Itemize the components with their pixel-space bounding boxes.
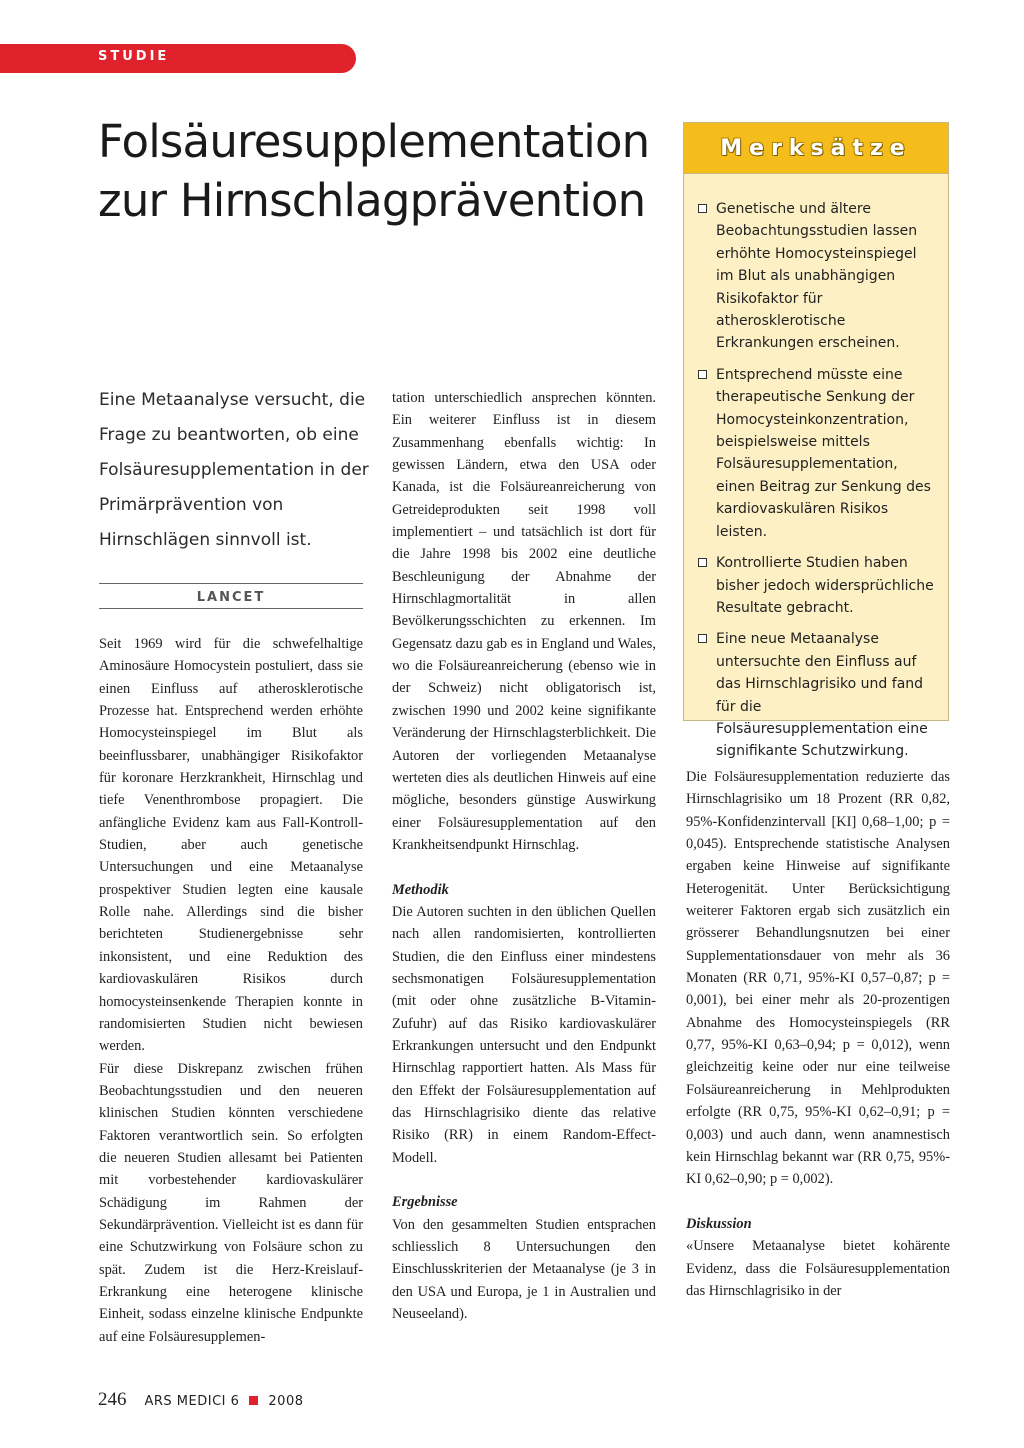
checkbox-icon: [698, 634, 707, 643]
merksatz-text: Eine neue Metaanalyse untersuchte den Einfluss auf das Hirnschlagrisiko und fand für die Folsäuresupplementation eine signifikante Schutzwirkung.: [716, 631, 928, 760]
merksatz-text: Entsprechend müsste eine therapeutische Senkung der Homocysteinkonzentration, beispielsweise mittels Folsäuresupplementation, einen Beitrag zur Senkung des kardiovaskulären Risikos leisten.: [716, 366, 931, 540]
section-label: STUDIE: [98, 49, 170, 64]
source-label: LANCET: [196, 590, 266, 605]
ergebnisse-heading: Ergebnisse: [392, 1194, 458, 1211]
page-footer: [98, 1389, 304, 1411]
methodik-paragraph: Die Autoren suchten in den üblichen Quellen nach allen randomisierten, kontrollierten Studien, die den Einfluss einer mindestens sechsmonatigen Folsäuresupplementation (mit oder ohne zusätzliche B-Vitamin-Zufuhr) auf das Risiko kardiovaskulärer Erkrankungen untersucht und den Endpunkt Hirnschlag rapportiert hatten. Als Mass für den Effekt der Folsäuresupplementation auf das Hirnschlagrisiko diente das relative Risiko (RR) in einem Random-Effect-Modell.: [392, 903, 656, 1166]
merksatz-item: [698, 198, 936, 355]
section-tab: [0, 44, 356, 73]
checkbox-icon: [698, 370, 707, 379]
issue-year: 2008: [268, 1394, 304, 1409]
diskussion-paragraph: «Unsere Metaanalyse bietet kohärente Evidenz, dass die Folsäuresupplementation das Hirnschlagrisiko in der: [686, 1238, 950, 1299]
title-line-1: Folsäuresupplementation: [98, 115, 650, 168]
merksaetze-list: [684, 174, 948, 763]
merksatz-item: [698, 552, 936, 619]
source-rule-bottom: [99, 608, 363, 609]
merksatz-item: [698, 628, 936, 762]
merksaetze-box: [683, 122, 949, 760]
col2-intro-paragraph: tation unterschiedlich ansprechen könnten. Ein weiterer Einfluss ist in diesem Zusammenhang ebenfalls wichtig: In gewissen Ländern, etwa den USA oder Kanada, ist die Folsäureanreicherung von Getreideprodukten seit 1998 voll implementiert – und tatsächlich ist dort für die Jahre 1998 bis 2002 eine deutliche Beschleunigung der Abnahme der Hirnschlagmortalität in allen Bevölkerungsschichten zu erkennen. Im Gegensatz dazu gab es in England und Wales, wo die Folsäureanreicherung (ebenso wie in der Schweiz) nicht obligatorisch ist, zwischen 1990 und 2002 keine signifikante Veränderung der Hirnschlagsterblichkeit. Die Autoren der vorliegenden Metaanalyse werteten dies als deutlichen Hinweis auf eine mögliche, besonders günstige Auswirkung einer Folsäuresupplementation auf den Krankheitsendpunkt Hirnschlag.: [392, 390, 656, 853]
page-number: 246: [98, 1389, 127, 1410]
red-square-icon: [249, 1396, 258, 1405]
merksaetze-header: [684, 123, 948, 174]
article-title: [98, 112, 658, 230]
journal-name: ARS MEDICI 6: [144, 1394, 240, 1409]
checkbox-icon: [698, 558, 707, 567]
results-paragraph: Die Folsäuresupplementation reduzierte das Hirnschlagrisiko um 18 Prozent (RR 0,82, 95%-Konfidenzintervall [KI] 0,68–1,00; p = 0,045). Entsprechende statistische Analysen ergaben keine Hinweise auf signifikante Heterogenität. Unter Berücksichtigung weiterer Faktoren ergab sich zusätzlich ein grösserer Behandlungsnutzen bei einer Supplementationsdauer von mehr als 36 Monaten (RR 0,71, 95%-KI 0,57–0,87; p = 0,001), bei einer mehr als 20-prozentigen Abnahme des Homocysteinspiegels (RR 0,77, 95%-KI 0,63–0,94; p = 0,012), wenn gleichzeitig keine oder nur eine teilweise Folsäureanreicherung in Mehlprodukten erfolgte (RR 0,75, 95%-KI 0,62–0,91; p = 0,003) und auch dann, wenn anamnestisch kein Hirnschlag bekannt war (RR 0,75, 95%-KI 0,62–0,90; p = 0,002).: [686, 769, 950, 1188]
diskussion-heading: Diskussion: [686, 1215, 752, 1232]
checkbox-icon: [698, 204, 707, 213]
lead-text: Eine Metaanalyse versucht, die Frage zu beantworten, ob eine Folsäuresupplementation in der Primärprävention von Hirnschlägen sinnvoll ist.: [99, 390, 369, 550]
column-1: [99, 633, 363, 1348]
title-line-2: zur Hirnschlagprävention: [98, 174, 646, 227]
col1-paragraph-2: Für diese Diskrepanz zwischen frühen Beobachtungsstudien und den neueren klinischen Studien könnten verschiedene Faktoren verantwortlich sein. So erfolgten die neueren Studien allesamt bei Patienten mit vorbestehender kardiovaskulärer Schädigung im Rahmen der Sekundärprävention. Vielleicht ist es dann für eine Schutzwirkung von Folsäure schon zu spät. Zudem ist die Herz-Kreislauf-Erkrankung eine heterogene klinische Einheit, sodass einzelne klinische Endpunkte auf eine Folsäuresupplemen-: [99, 1060, 363, 1345]
methodik-heading: Methodik: [392, 881, 449, 898]
merksatz-item: [698, 364, 936, 543]
merksatz-text: Genetische und ältere Beobachtungsstudien lassen erhöhte Homocysteinspiegel im Blut als unabhängigen Risikofaktor für atherosklerotische Erkrankungen erscheinen.: [716, 201, 918, 352]
col1-paragraph-1: Seit 1969 wird für die schwefelhaltige Aminosäure Homocystein postuliert, dass sie einen Einfluss auf atherosklerotische Prozesse hat. Entsprechend werden erhöhte Homocysteinspiegel im Blut als beeinflussbarer, unabhängiger Risikofaktor für koronare Herzkrankheit, Hirnschlag und tiefe Venenthrombose propagiert. Die anfängliche Evidenz kam aus Fall-Kontroll-Studien, aber auch genetische Untersuchungen und eine Metaanalyse prospektiver Studien legten eine kausale Rolle nahe. Allerdings sind die bisher berichteten Studienergebnisse sehr inkonsistent, und eine Reduktion des kardiovaskulären Risikos durch homocysteinsenkende Therapien konnte in randomisierten Studien nicht bewiesen werden.: [99, 636, 363, 1055]
ergebnisse-paragraph: Von den gesammelten Studien entsprachen schliesslich 8 Untersuchungen den Einschlusskriterien der Metaanalyse (je 3 in den USA und Europa, je 1 in Australien und Neuseeland).: [392, 1216, 656, 1323]
column-2: [392, 387, 656, 1325]
merksaetze-title: Merksätze: [720, 135, 912, 161]
merksatz-text: Kontrollierte Studien haben bisher jedoch widersprüchliche Resultate gebracht.: [716, 555, 934, 616]
source-rule-top: [99, 583, 363, 584]
column-3: [686, 766, 950, 1302]
